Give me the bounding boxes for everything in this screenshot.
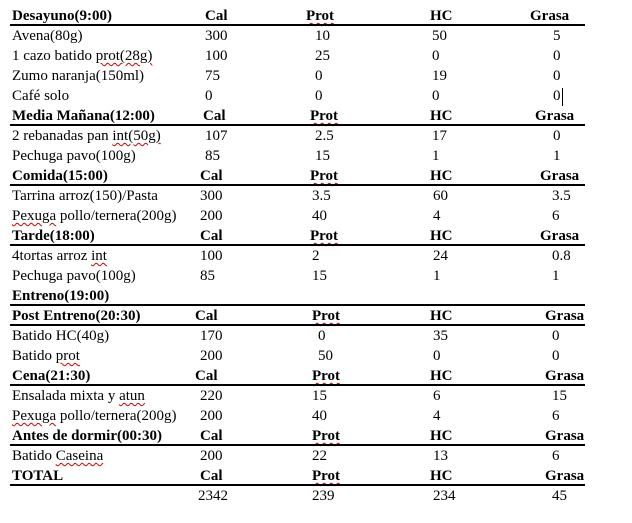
- food-row: [0, 266, 632, 286]
- hc-value: 4: [433, 208, 441, 224]
- hc-value: 1: [432, 148, 440, 164]
- food-name: Ensalada mixta y atun: [12, 388, 145, 404]
- column-header: Prot: [312, 468, 341, 484]
- cal-value: 220: [200, 388, 223, 404]
- cal-value: 200: [200, 408, 223, 424]
- cal-value: 200: [200, 348, 223, 364]
- grasa-value: 0: [552, 348, 560, 364]
- section-header: [0, 106, 632, 126]
- column-header: Cal: [200, 468, 223, 484]
- grasa-value: 0: [553, 68, 561, 84]
- prot-value: 0: [318, 328, 326, 344]
- column-header: Cal: [203, 108, 226, 124]
- column-header: HC: [430, 428, 453, 444]
- hc-value: 234: [433, 488, 456, 504]
- column-header: Cal: [195, 368, 218, 384]
- section-header: [0, 426, 632, 446]
- grasa-value: 6: [552, 408, 560, 424]
- hc-value: 50: [432, 28, 447, 44]
- section-title: Tarde(18:00): [12, 228, 95, 244]
- food-name: Café solo: [12, 88, 70, 104]
- grasa-value: 15: [552, 388, 567, 404]
- food-row: [0, 66, 632, 86]
- hc-value: 0: [432, 88, 440, 104]
- food-row: [0, 206, 632, 226]
- column-header: Grasa: [540, 168, 580, 184]
- grasa-value: 45: [552, 488, 567, 504]
- section-title: Cena(21:30): [12, 368, 91, 384]
- cal-value: 100: [200, 248, 223, 264]
- hc-value: 13: [433, 448, 448, 464]
- column-header: Prot: [312, 368, 341, 384]
- section-title: Comida(15:00): [12, 168, 108, 184]
- column-header: Cal: [200, 228, 223, 244]
- column-header: Grasa: [545, 368, 585, 384]
- prot-value: 25: [315, 48, 330, 64]
- column-header: HC: [430, 308, 453, 324]
- column-header: HC: [430, 168, 453, 184]
- cal-value: 85: [200, 268, 215, 284]
- section-header: [0, 166, 632, 186]
- section-title: Entreno(19:00): [12, 288, 110, 304]
- prot-value: 239: [312, 488, 335, 504]
- food-name: 4tortas arroz int: [12, 248, 107, 264]
- column-header: Grasa: [545, 468, 585, 484]
- cal-value: 85: [205, 148, 220, 164]
- grasa-value: 1: [553, 148, 561, 164]
- column-header: HC: [430, 228, 453, 244]
- column-header: Prot: [310, 168, 339, 184]
- food-name: Batido Caseina: [12, 448, 104, 464]
- cal-value: 75: [205, 68, 220, 84]
- food-name: Pechuga pavo(100g): [12, 268, 136, 284]
- cal-value: 200: [200, 208, 223, 224]
- prot-value: 0: [315, 88, 323, 104]
- hc-value: 1: [433, 268, 441, 284]
- hc-value: 0: [433, 348, 441, 364]
- cal-value: 200: [200, 448, 223, 464]
- cal-value: 170: [200, 328, 223, 344]
- grasa-value: 0: [552, 328, 560, 344]
- column-header: Cal: [195, 308, 218, 324]
- hc-value: 17: [432, 128, 447, 144]
- food-name: Zumo naranja(150ml): [12, 68, 145, 84]
- cal-value: 107: [205, 128, 228, 144]
- cal-value: 2342: [198, 488, 228, 504]
- prot-value: 0: [315, 68, 323, 84]
- prot-value: 40: [312, 208, 327, 224]
- section-title: TOTAL: [12, 468, 64, 484]
- column-header: HC: [430, 8, 453, 24]
- prot-value: 2.5: [315, 128, 334, 144]
- prot-value: 10: [315, 28, 330, 44]
- grasa-value: 0: [553, 128, 561, 144]
- column-header: Prot: [312, 428, 341, 444]
- cal-value: 300: [200, 188, 223, 204]
- column-header: Cal: [205, 8, 228, 24]
- grasa-value: 5: [553, 28, 561, 44]
- prot-value: 3.5: [312, 188, 331, 204]
- grasa-value: 3.5: [552, 188, 571, 204]
- column-header: Prot: [310, 228, 339, 244]
- prot-value: 15: [312, 388, 327, 404]
- prot-value: 15: [315, 148, 330, 164]
- cal-value: 100: [205, 48, 228, 64]
- hc-value: 24: [433, 248, 448, 264]
- prot-value: 22: [312, 448, 327, 464]
- food-name: Batido prot: [12, 348, 80, 364]
- food-row: [0, 146, 632, 166]
- grasa-value: 0: [553, 88, 561, 104]
- hc-value: 6: [433, 388, 441, 404]
- food-row: [0, 406, 632, 426]
- grasa-value: 6: [552, 448, 560, 464]
- column-header: HC: [430, 368, 453, 384]
- food-row: [0, 326, 632, 346]
- food-row: [0, 486, 632, 506]
- hc-value: 4: [433, 408, 441, 424]
- cal-value: 0: [205, 88, 213, 104]
- section-header: [0, 286, 632, 306]
- section-header: [0, 366, 632, 386]
- column-header: Grasa: [545, 428, 585, 444]
- grasa-value: 0: [553, 48, 561, 64]
- section-title: Media Mañana(12:00): [12, 108, 155, 124]
- column-header: Grasa: [535, 108, 575, 124]
- hc-value: 0: [432, 48, 440, 64]
- food-row: [0, 46, 632, 66]
- column-header: Cal: [200, 428, 223, 444]
- column-header: Prot: [306, 8, 335, 24]
- column-header: HC: [430, 468, 453, 484]
- section-title: Post Entreno(20:30): [12, 308, 141, 324]
- food-name: Pexuga pollo/ternera(200g): [12, 208, 177, 224]
- hc-value: 19: [432, 68, 447, 84]
- column-header: Cal: [200, 168, 223, 184]
- food-name: Pechuga pavo(100g): [12, 148, 136, 164]
- grasa-value: 6: [552, 208, 560, 224]
- column-header: Prot: [310, 108, 339, 124]
- prot-value: 15: [312, 268, 327, 284]
- food-name: 2 rebanadas pan int(50g): [12, 128, 161, 144]
- column-header: Grasa: [530, 8, 570, 24]
- section-header: [0, 466, 632, 486]
- food-row: [0, 126, 632, 146]
- grasa-value: 0.8: [552, 248, 571, 264]
- column-header: Prot: [312, 308, 341, 324]
- food-row: [0, 26, 632, 46]
- prot-value: 2: [312, 248, 320, 264]
- hc-value: 35: [433, 328, 448, 344]
- column-header: Grasa: [545, 308, 585, 324]
- section-header: [0, 226, 632, 246]
- section-title: Desayuno(9:00): [12, 8, 112, 24]
- prot-value: 40: [312, 408, 327, 424]
- food-name: 1 cazo batido prot(28g): [12, 48, 153, 64]
- food-row: [0, 446, 632, 466]
- food-name: Avena(80g): [12, 28, 83, 44]
- section-title: Antes de dormir(00:30): [12, 428, 162, 444]
- food-name: Tarrina arroz(150)/Pasta: [12, 188, 158, 204]
- grasa-value: 1: [552, 268, 560, 284]
- food-row: [0, 346, 632, 366]
- hc-value: 60: [433, 188, 448, 204]
- food-row: [0, 386, 632, 406]
- prot-value: 50: [318, 348, 333, 364]
- food-name: Pexuga pollo/ternera(200g): [12, 408, 177, 424]
- food-row: [0, 186, 632, 206]
- column-header: Grasa: [540, 228, 580, 244]
- food-row: [0, 246, 632, 266]
- food-name: Batido HC(40g): [12, 328, 110, 344]
- text-cursor: [562, 88, 563, 106]
- column-header: HC: [430, 108, 453, 124]
- food-row: [0, 86, 632, 106]
- section-header: [0, 306, 632, 326]
- cal-value: 300: [205, 28, 228, 44]
- section-header: [0, 6, 632, 26]
